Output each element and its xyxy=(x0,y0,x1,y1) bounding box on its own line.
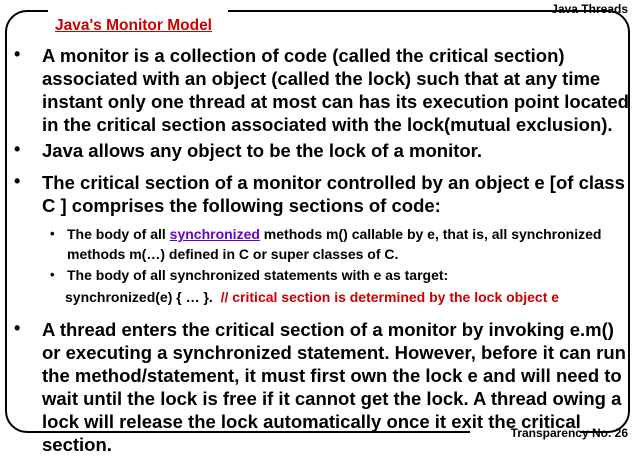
bullet-dot-icon: • xyxy=(14,139,21,159)
bullet-dot-icon: • xyxy=(14,44,21,64)
code-statement: synchronized(e) { … }. xyxy=(65,289,213,305)
code-example xyxy=(65,289,559,305)
bullet-dot-icon: • xyxy=(14,171,21,191)
sub-bullet-dot-icon: • xyxy=(50,226,55,241)
sub-bullet-dot-icon: • xyxy=(50,267,55,282)
sub-bullet-text-pre: The body of all xyxy=(67,226,170,242)
page-title: Java's Monitor Model xyxy=(55,17,212,34)
code-comment: // critical section is determined by the lock object e xyxy=(220,289,560,305)
bullet-dot-icon: • xyxy=(14,318,21,338)
keyword-synchronized: synchronized xyxy=(169,226,260,242)
bullet-text: Java allows any object to be the lock of a monitor. xyxy=(42,140,482,161)
bullet-text: A monitor is a collection of code (called the critical section) associated with an object (called the lock) such that at any time instant only one thread at most can has its execution point located in the critical section associated with the lock(mutual exclusion). xyxy=(42,45,629,135)
bullet-text: The critical section of a monitor controlled by an object e [of class C ] comprises the following sections of code: xyxy=(42,172,625,216)
header-label: Java Threads xyxy=(551,2,628,16)
bullet-text: A thread enters the critical section of a monitor by invoking e.m() or executing a synchronized statement. However, before it can run the method/statement, it must first own the lock e and will need to wait until the lock is free if it cannot get the lock. A thread owing a lock will release the lock automatically once it exit the critical section. xyxy=(42,319,626,455)
sub-bullet-text xyxy=(67,224,627,264)
sub-bullet-text: The body of all synchronized statements with e as target: xyxy=(67,267,449,283)
frame-gap-title xyxy=(48,8,228,16)
sub-bullet-text-post: methods m() callable by e, that is, all synchronized methods m(…) defined in C or super classes of C. xyxy=(67,226,602,262)
footer-label: Transparency No. 26 xyxy=(510,426,628,440)
